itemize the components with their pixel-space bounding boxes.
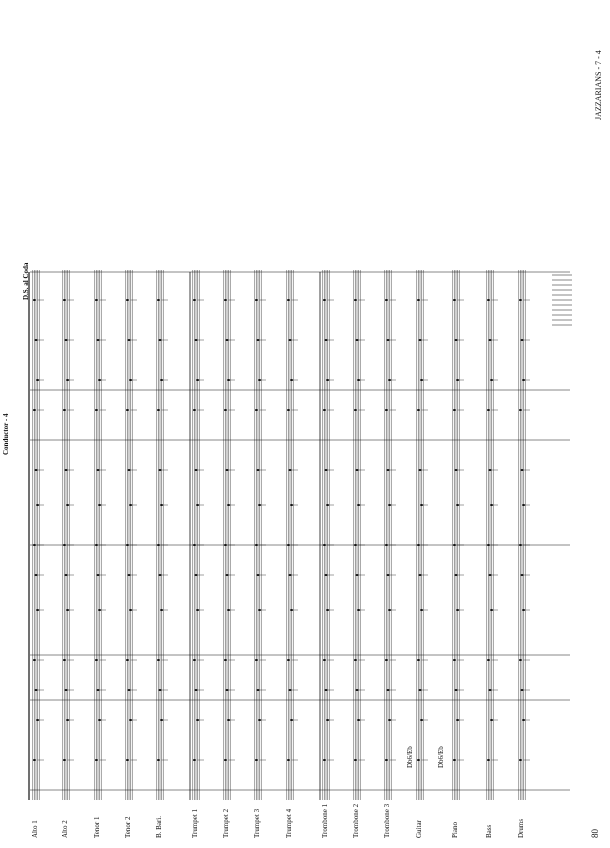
notehead (385, 659, 388, 661)
notehead (159, 339, 162, 341)
notehead (97, 469, 100, 471)
notehead (289, 469, 292, 471)
notehead (65, 689, 68, 691)
running-header: JAZZARIANS - 7 - 4 (594, 50, 603, 120)
notehead (455, 339, 458, 341)
notehead (419, 339, 422, 341)
instrument-label: Alto 1 (31, 820, 39, 838)
notehead (224, 759, 227, 761)
notehead (487, 544, 490, 546)
notehead (487, 659, 490, 661)
notehead (487, 759, 490, 761)
notehead (323, 759, 326, 761)
notehead (453, 299, 456, 301)
notehead (195, 339, 198, 341)
notehead (387, 339, 390, 341)
notehead (63, 544, 66, 546)
notehead (287, 299, 290, 301)
notehead (257, 469, 260, 471)
notehead (417, 659, 420, 661)
notehead (195, 469, 198, 471)
notehead (193, 409, 196, 411)
instrument-label: Drums (517, 818, 525, 838)
notehead (97, 574, 100, 576)
notehead (159, 574, 162, 576)
notehead (257, 574, 260, 576)
notehead (325, 689, 328, 691)
notehead (419, 469, 422, 471)
notehead (157, 759, 160, 761)
notehead (385, 299, 388, 301)
notehead (255, 544, 258, 546)
instrument-label: Tenor 2 (124, 816, 132, 838)
notehead (65, 469, 68, 471)
notehead (354, 409, 357, 411)
notehead (157, 299, 160, 301)
notehead (323, 544, 326, 546)
instrument-label: Trumpet 2 (222, 808, 230, 838)
notehead (193, 299, 196, 301)
notehead (95, 659, 98, 661)
notehead (95, 299, 98, 301)
ds-al-coda-label: D.S. al Coda (22, 262, 30, 300)
notehead (35, 574, 38, 576)
notehead (387, 574, 390, 576)
notehead (356, 469, 359, 471)
notehead (97, 689, 100, 691)
notehead (224, 659, 227, 661)
notehead (325, 574, 328, 576)
notehead (489, 689, 492, 691)
notehead (63, 659, 66, 661)
notehead (419, 574, 422, 576)
notehead (128, 469, 131, 471)
notehead (519, 299, 522, 301)
notehead (35, 469, 38, 471)
notehead (195, 689, 198, 691)
notehead (97, 339, 100, 341)
notehead (95, 759, 98, 761)
notehead (487, 409, 490, 411)
notehead (128, 339, 131, 341)
notehead (419, 689, 422, 691)
instrument-label: Alto 2 (61, 820, 69, 838)
notehead (387, 689, 390, 691)
notehead (325, 469, 328, 471)
notehead (453, 409, 456, 411)
instrument-label: Trombone 2 (352, 803, 360, 838)
notehead (35, 339, 38, 341)
instrument-label: Trumpet 1 (191, 808, 199, 838)
notehead (33, 759, 36, 761)
notehead (65, 574, 68, 576)
notehead (356, 689, 359, 691)
notehead (255, 299, 258, 301)
notehead (287, 659, 290, 661)
notehead (453, 659, 456, 661)
notehead (356, 574, 359, 576)
notehead (157, 659, 160, 661)
notehead (63, 409, 66, 411)
notehead (226, 469, 229, 471)
instrument-label: Trumpet 3 (253, 808, 261, 838)
notehead (521, 339, 524, 341)
notehead (453, 759, 456, 761)
notehead (287, 409, 290, 411)
notehead (519, 759, 522, 761)
notehead (33, 409, 36, 411)
notehead (226, 574, 229, 576)
notehead (417, 299, 420, 301)
notehead (226, 339, 229, 341)
notehead (159, 469, 162, 471)
notehead (128, 574, 131, 576)
instrument-label: Tenor 1 (93, 816, 101, 838)
notehead (417, 544, 420, 546)
notehead (224, 299, 227, 301)
notehead (487, 299, 490, 301)
notehead (255, 409, 258, 411)
notehead (387, 469, 390, 471)
instrument-label: B. Bari. (155, 816, 163, 838)
instrument-label: Bass (485, 824, 493, 838)
notehead (354, 759, 357, 761)
notehead (287, 544, 290, 546)
conductor-label: Conductor - 4 (2, 413, 10, 455)
notehead (356, 339, 359, 341)
notehead (354, 299, 357, 301)
instrument-label: Trumpet 4 (285, 808, 293, 838)
notehead (455, 574, 458, 576)
notehead (287, 759, 290, 761)
notehead (521, 469, 524, 471)
notehead (489, 469, 492, 471)
notehead (385, 544, 388, 546)
notehead (193, 544, 196, 546)
notehead (519, 659, 522, 661)
notehead (63, 299, 66, 301)
notehead (157, 409, 160, 411)
guitar-chord: Db6/Eb (406, 746, 414, 768)
notehead (63, 759, 66, 761)
instrument-label: Guitar (415, 820, 423, 838)
notehead (385, 409, 388, 411)
notehead (126, 759, 129, 761)
notehead (489, 574, 492, 576)
notehead (323, 409, 326, 411)
page-number: 80 (590, 829, 600, 838)
notehead (224, 544, 227, 546)
notehead (257, 339, 260, 341)
notehead (257, 689, 260, 691)
notehead (519, 409, 522, 411)
notehead (95, 544, 98, 546)
notehead (417, 759, 420, 761)
notehead (289, 339, 292, 341)
notehead (33, 299, 36, 301)
instrument-label: Trombone 1 (321, 803, 329, 838)
notehead (126, 659, 129, 661)
piano-chord: Db6/Eb (437, 746, 445, 768)
notehead (65, 339, 68, 341)
notehead (193, 659, 196, 661)
notehead (455, 689, 458, 691)
notehead (385, 759, 388, 761)
notehead (354, 544, 357, 546)
notehead (521, 689, 524, 691)
notehead (325, 339, 328, 341)
notehead (323, 299, 326, 301)
notehead (33, 544, 36, 546)
instrument-label: Trombone 3 (383, 803, 391, 838)
notehead (255, 659, 258, 661)
notehead (354, 659, 357, 661)
notehead (453, 544, 456, 546)
notehead (126, 409, 129, 411)
notehead (519, 544, 522, 546)
notehead (417, 409, 420, 411)
notehead (289, 574, 292, 576)
notehead (157, 544, 160, 546)
notehead (95, 409, 98, 411)
notehead (126, 544, 129, 546)
notehead (255, 759, 258, 761)
notehead (521, 574, 524, 576)
notehead (35, 689, 38, 691)
notehead (195, 574, 198, 576)
instrument-label: Piano (451, 822, 459, 838)
notehead (226, 689, 229, 691)
notehead (33, 659, 36, 661)
notehead (224, 409, 227, 411)
notehead (193, 759, 196, 761)
notehead (289, 689, 292, 691)
notehead (323, 659, 326, 661)
notehead (455, 469, 458, 471)
notehead (159, 689, 162, 691)
notehead (489, 339, 492, 341)
notehead (128, 689, 131, 691)
notehead (126, 299, 129, 301)
